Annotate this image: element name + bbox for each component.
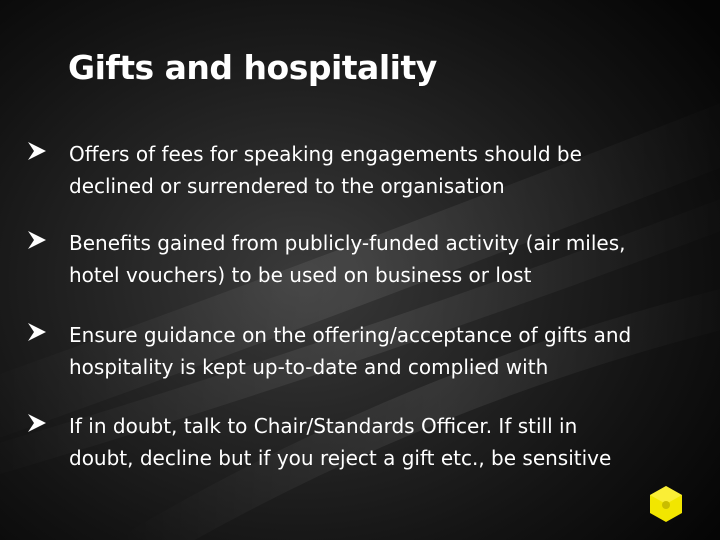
bullet-text-line: hospitality is kept up-to-date and complied with [69,355,549,379]
bullet-text-line: Ensure guidance on the offering/acceptance of gifts and [69,323,632,347]
bullet-text [69,138,709,202]
arrowhead-bullet-icon [26,140,48,162]
bullet-text-line: declined or surrendered to the organisation [69,174,505,198]
arrowhead-bullet-icon [26,412,48,434]
arrowhead-bullet-icon [26,321,48,343]
bullet-text-line: Offers of fees for speaking engagements should be [69,142,582,166]
bullet-text-line: hotel vouchers) to be used on business or lost [69,263,532,287]
bullet-text [69,319,709,383]
arrowhead-bullet-icon [26,229,48,251]
bullet-text-line: doubt, decline but if you reject a gift etc., be sensitive [69,446,612,470]
bullet-text [69,227,709,291]
bullet-text-line: If in doubt, talk to Chair/Standards Officer. If still in [69,414,578,438]
yellow-hexagon-logo-icon [646,484,686,524]
bullet-text-line: Benefits gained from publicly-funded activity (air miles, [69,231,626,255]
slide-title: Gifts and hospitality [68,48,437,87]
bullet-text [69,410,709,474]
